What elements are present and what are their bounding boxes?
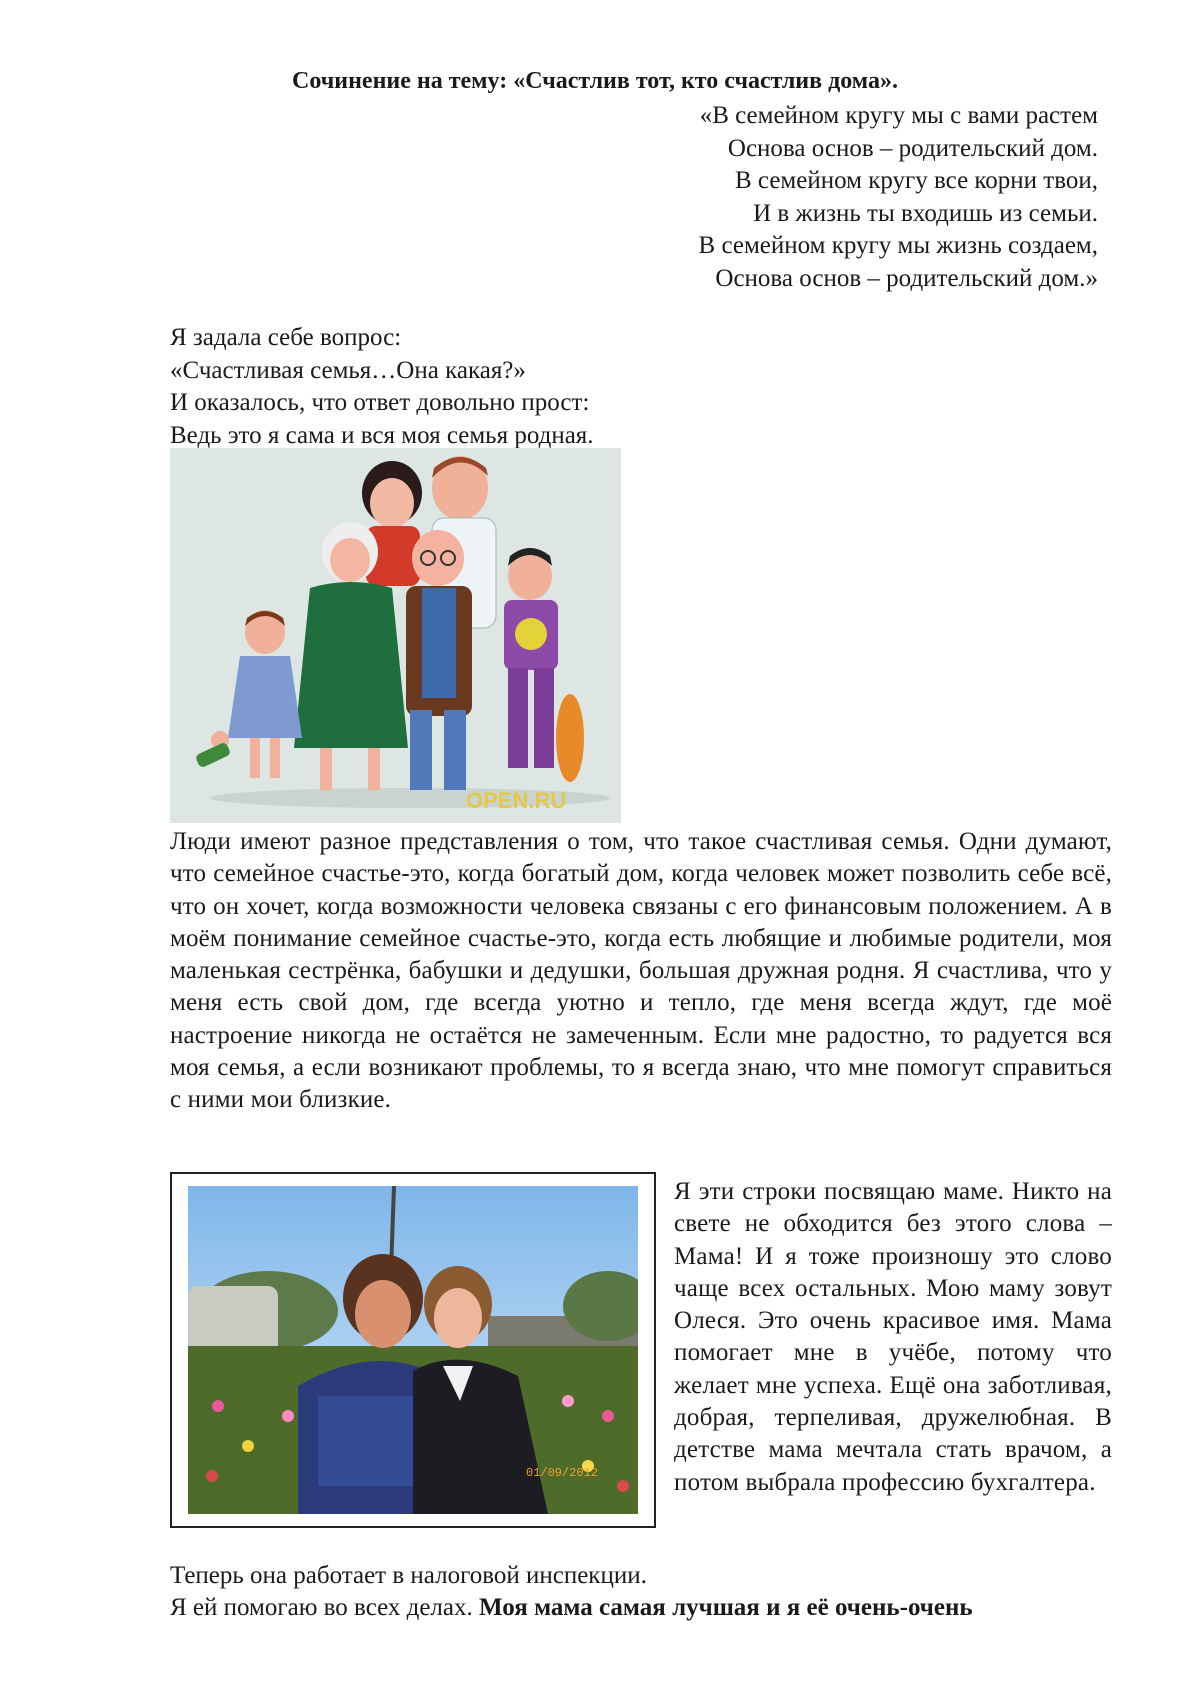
epigraph-poem: [699, 100, 1098, 295]
mother-daughter-photo: [170, 1172, 656, 1528]
epigraph-line: «В семейном кругу мы с вами растем: [699, 102, 1098, 129]
family-cartoon-image: [170, 448, 621, 823]
epigraph-line: В семейном кругу все корни твои,: [735, 167, 1098, 194]
main-paragraph: Люди имеют разное представления о том, что такое счастливая семья. Одни думают, что семейное счастье-это, когда богатый дом, когда человек может позволить себе всё, что он хочет, когда возможности человека связаны с его финансовым положением. А в моём понимание семейное счастье-это, когда есть любящие и любимые родители, моя маленькая сестрёнка, бабушки и дедушки, большая дружная родня. Я счастлива, что у меня есть свой дом, где всегда уютно и тепло, где меня всегда ждут, где моё настроение никогда не остаётся не замеченным. Если мне радостно, то радуется вся моя семья, а если возникают проблемы, то я всегда знаю, что мне помогут справиться с ними мои близкие.: [170, 828, 1112, 1114]
closing-line-1: Теперь она работает в налоговой инспекции.: [170, 1562, 647, 1589]
closing-lines: [170, 1560, 1130, 1625]
epigraph-line: И в жизнь ты входишь из семьи.: [753, 199, 1098, 227]
epigraph-line: Основа основ – родительский дом.: [727, 134, 1098, 162]
closing-bold-text: Моя мама самая лучшая и я её очень-очень: [479, 1594, 973, 1622]
epigraph-line: В семейном кругу мы жизнь создаем,: [698, 232, 1098, 259]
closing-plain-text: Я ей помогаю во всех делах.: [170, 1594, 479, 1622]
epigraph-line: Основа основ – родительский дом.»: [715, 264, 1098, 292]
closing-line-2: [170, 1592, 1130, 1624]
mom-paragraph: Я эти строки посвящаю маме. Никто на свете не обходится без этого слова – Мама! И я тоже произношу это слово чаще всех остальных. Мою маму зовут Олеся. Это очень красивое имя. Мама помогает мне в учёбе, потому что желает мне успеха. Ещё она заботливая, добрая, терпеливая, дружелюбная. В детстве мама мечтала стать врачом, а потом выбрала профессию бухгалтера.: [674, 1178, 1112, 1496]
intro-line: «Счастливая семья…Она какая?»: [170, 356, 526, 384]
intro-verse: [170, 322, 594, 452]
photo-date-stamp: 01/09/2012: [526, 1466, 599, 1480]
intro-line: Ведь это я сама и вся моя семья родная.: [170, 421, 594, 449]
cartoon-watermark: OPEN.RU: [466, 788, 567, 813]
essay-title: Сочинение на тему: «Счастлив тот, кто счастлив дома».: [292, 68, 898, 94]
intro-line: Я задала себе вопрос:: [170, 324, 402, 351]
intro-line: И оказалось, что ответ довольно прост:: [170, 389, 590, 416]
